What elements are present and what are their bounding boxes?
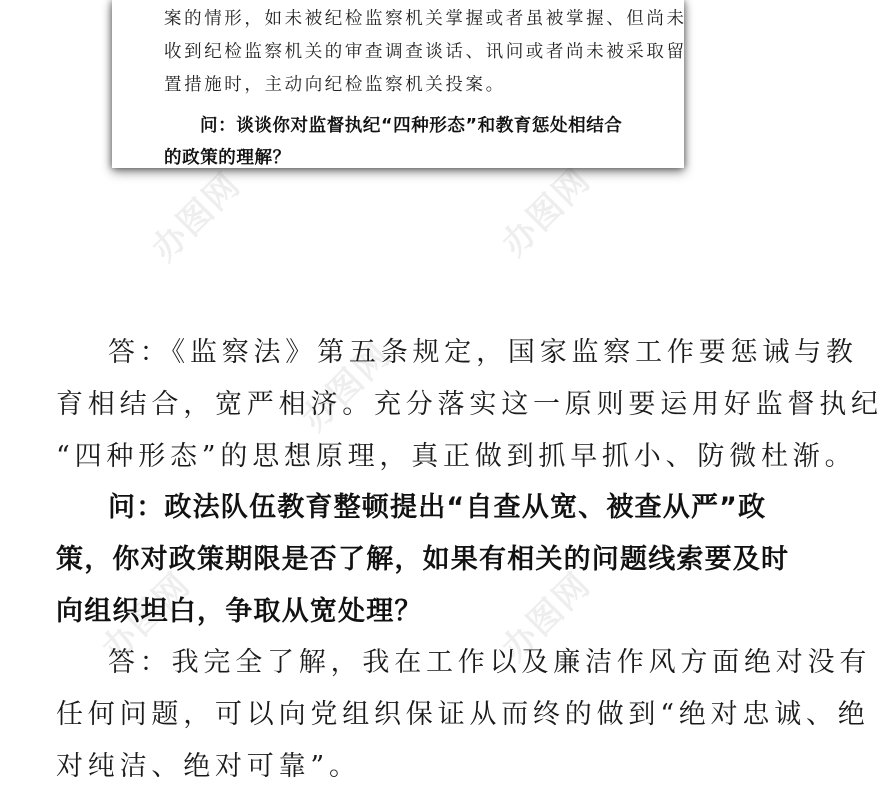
card-question-line: 的政策的理解？ xyxy=(164,148,291,168)
answer-line: “四种形态”的思想原理，真正做到抓早抓小、防微杜渐。 xyxy=(56,441,857,472)
watermark: 办图网 xyxy=(294,334,399,440)
card-paragraph-line: 案的情形，如未被纪检监察机关掌握或者虽被掌握、但尚未 xyxy=(164,9,687,29)
answer-line: 对纯洁、绝对可靠”。 xyxy=(56,751,361,782)
watermark: 办图网 xyxy=(494,564,599,670)
answer-line: 答：《监察法》第五条规定，国家监察工作要惩诫与教 xyxy=(108,337,858,368)
card-question-line: 问：谈谈你对监督执纪“四种形态”和教育惩处相结合 xyxy=(200,116,623,136)
document-excerpt-card xyxy=(112,0,687,168)
answer-line: 育相结合，宽严相济。充分落实这一原则要运用好监督执纪 xyxy=(56,389,883,420)
watermark: 办图网 xyxy=(144,164,249,270)
question-line: 问：政法队伍教育整顿提出“自查从宽、被查从严”政 xyxy=(108,492,767,523)
answer-line: 任何问题，可以向党组织保证从而终的做到“绝对忠诚、绝 xyxy=(56,699,870,730)
watermark: 办图网 xyxy=(94,564,199,670)
answer-line: 答：我完全了解，我在工作以及廉洁作风方面绝对没有 xyxy=(108,647,872,678)
question-line: 策，你对政策期限是否了解，如果有相关的问题线索要及时 xyxy=(56,544,790,575)
question-line: 向组织坦白，争取从宽处理？ xyxy=(56,596,423,627)
card-paragraph-line: 收到纪检监察机关的审查调查谈话、讯问或者尚未被采取留 xyxy=(164,42,687,62)
card-paragraph-line: 置措施时，主动向纪检监察机关投案。 xyxy=(164,75,506,95)
watermark: 办图网 xyxy=(494,159,599,265)
